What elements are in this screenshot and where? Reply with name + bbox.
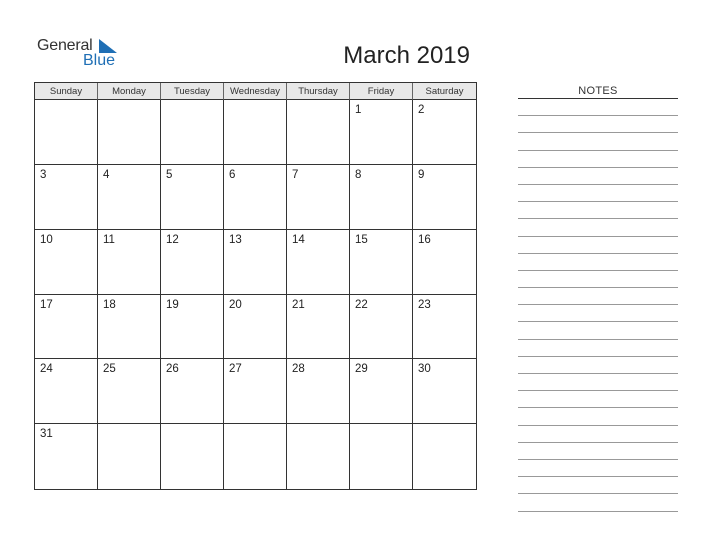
day-number: 15: [355, 233, 368, 246]
day-cell[interactable]: [161, 295, 224, 360]
day-number: 8: [355, 168, 362, 181]
brand-name-general: General: [37, 37, 93, 54]
calendar-grid: [34, 82, 477, 490]
day-number: 10: [40, 233, 53, 246]
note-line[interactable]: [518, 408, 678, 425]
day-cell[interactable]: [35, 359, 98, 424]
day-number: 1: [355, 104, 362, 116]
day-cell[interactable]: [98, 359, 161, 424]
day-number: 13: [229, 233, 242, 246]
day-number: 7: [292, 168, 299, 181]
day-number: 16: [418, 233, 431, 246]
note-line[interactable]: [518, 357, 678, 374]
note-line[interactable]: [518, 305, 678, 322]
day-cell[interactable]: [287, 165, 350, 230]
day-cell[interactable]: [224, 359, 287, 424]
day-number: 3: [40, 168, 47, 181]
note-line[interactable]: [518, 185, 678, 202]
weekday-header-wednesday: Wednesday: [224, 83, 287, 100]
day-number: 14: [292, 233, 305, 246]
brand-name-blue: Blue: [83, 52, 116, 69]
day-number: 24: [40, 363, 53, 376]
day-number: 27: [229, 363, 242, 376]
note-line[interactable]: [518, 288, 678, 305]
brand-logo: [37, 37, 127, 73]
day-number: 26: [166, 363, 179, 376]
note-line[interactable]: [518, 391, 678, 408]
note-line[interactable]: [518, 133, 678, 150]
day-number: 4: [103, 168, 110, 181]
day-number: 29: [355, 363, 368, 376]
day-cell[interactable]: [161, 424, 224, 489]
day-number: 17: [40, 298, 53, 311]
note-line[interactable]: [518, 219, 678, 236]
day-cell[interactable]: [413, 100, 476, 165]
day-cell[interactable]: [98, 165, 161, 230]
weekday-header-tuesday: Tuesday: [161, 83, 224, 100]
day-cell[interactable]: [224, 165, 287, 230]
day-number: 25: [103, 363, 116, 376]
day-cell[interactable]: [350, 295, 413, 360]
notes-section: [518, 84, 678, 512]
day-number: 30: [418, 363, 431, 376]
note-line[interactable]: [518, 254, 678, 271]
note-line[interactable]: [518, 202, 678, 219]
day-cell[interactable]: [224, 295, 287, 360]
note-line[interactable]: [518, 477, 678, 494]
day-number: 31: [40, 428, 53, 441]
day-cell[interactable]: [224, 230, 287, 295]
day-cell[interactable]: [350, 424, 413, 489]
weekday-header-thursday: Thursday: [287, 83, 350, 100]
day-cell[interactable]: [287, 295, 350, 360]
day-number: 11: [103, 233, 115, 246]
day-cell[interactable]: [161, 165, 224, 230]
day-cell[interactable]: [161, 359, 224, 424]
note-line[interactable]: [518, 322, 678, 339]
day-cell[interactable]: [287, 359, 350, 424]
note-line[interactable]: [518, 494, 678, 511]
day-number: 5: [166, 168, 173, 181]
note-line[interactable]: [518, 460, 678, 477]
day-number: 2: [418, 104, 425, 116]
weekday-header-friday: Friday: [350, 83, 413, 100]
day-cell[interactable]: [35, 100, 98, 165]
note-line[interactable]: [518, 99, 678, 116]
note-line[interactable]: [518, 340, 678, 357]
day-cell[interactable]: [287, 230, 350, 295]
note-line[interactable]: [518, 116, 678, 133]
day-cell[interactable]: [287, 424, 350, 489]
note-line[interactable]: [518, 426, 678, 443]
note-line[interactable]: [518, 168, 678, 185]
weekday-header-sunday: Sunday: [35, 83, 98, 100]
weekday-header-monday: Monday: [98, 83, 161, 100]
day-number: 19: [166, 298, 179, 311]
day-number: 28: [292, 363, 305, 376]
day-cell[interactable]: [98, 100, 161, 165]
day-number: 21: [292, 298, 305, 311]
day-cell[interactable]: [98, 230, 161, 295]
day-cell[interactable]: [350, 100, 413, 165]
day-number: 22: [355, 298, 368, 311]
day-cell[interactable]: [161, 230, 224, 295]
day-cell[interactable]: [35, 295, 98, 360]
day-cell[interactable]: [287, 100, 350, 165]
day-cell[interactable]: [350, 165, 413, 230]
day-cell[interactable]: [35, 424, 98, 489]
notes-title: NOTES: [518, 84, 678, 99]
weekday-header-saturday: Saturday: [413, 83, 476, 100]
day-cell[interactable]: [35, 230, 98, 295]
day-cell[interactable]: [350, 359, 413, 424]
day-cell[interactable]: [35, 165, 98, 230]
day-number: 12: [166, 233, 179, 246]
note-line[interactable]: [518, 374, 678, 391]
day-cell[interactable]: [224, 100, 287, 165]
note-line[interactable]: [518, 151, 678, 168]
day-cell[interactable]: [350, 230, 413, 295]
day-number: 23: [418, 298, 431, 311]
day-cell[interactable]: [224, 424, 287, 489]
day-cell[interactable]: [161, 100, 224, 165]
day-cell[interactable]: [413, 230, 476, 295]
day-number: 18: [103, 298, 116, 311]
day-cell[interactable]: [413, 424, 476, 489]
note-line[interactable]: [518, 271, 678, 288]
day-cell[interactable]: [98, 424, 161, 489]
day-cell[interactable]: [98, 295, 161, 360]
day-number: 20: [229, 298, 242, 311]
day-number: 6: [229, 168, 236, 181]
day-cell[interactable]: [413, 359, 476, 424]
month-title: March 2019: [343, 42, 470, 69]
note-line[interactable]: [518, 443, 678, 460]
day-cell[interactable]: [413, 165, 476, 230]
note-line[interactable]: [518, 237, 678, 254]
day-cell[interactable]: [413, 295, 476, 360]
day-number: 9: [418, 168, 425, 181]
